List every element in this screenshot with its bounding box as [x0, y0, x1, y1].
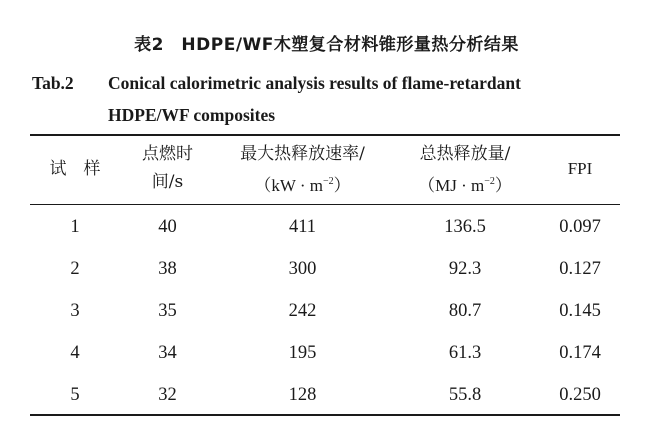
table-number: Tab.2	[32, 73, 74, 93]
cell-tti: 40	[158, 217, 177, 237]
cell-phrr: 242	[288, 301, 317, 321]
cell-fpi: 0.127	[559, 259, 601, 279]
table-top-rule	[30, 134, 620, 136]
cell-tti: 38	[158, 259, 177, 279]
cell-tti: 32	[158, 385, 177, 405]
cell-phrr: 128	[288, 385, 317, 405]
cell-fpi: 0.250	[559, 385, 601, 405]
table-row	[30, 374, 620, 416]
cell-phrr: 195	[288, 343, 317, 363]
header-total-heat-release: 总热释放量/ $(MJ \cdot m^{-2})$	[390, 140, 540, 200]
cell-sample: 3	[70, 301, 80, 321]
table-row	[30, 248, 620, 290]
thr-unit: $(MJ \cdot m^{-2})$	[418, 176, 512, 195]
cell-phrr: 300	[288, 259, 317, 279]
cell-sample: 5	[70, 385, 80, 405]
cell-sample: 1	[70, 217, 80, 237]
table-row	[30, 206, 620, 248]
table-row	[30, 290, 620, 332]
cell-tti: 34	[158, 343, 177, 363]
cell-fpi: 0.145	[559, 301, 601, 321]
cell-thr: 80.7	[448, 301, 482, 321]
cell-phrr: 411	[288, 217, 317, 237]
table-bottom-rule	[30, 414, 620, 416]
caption-line-2: HDPE/WF composites	[108, 105, 276, 125]
cell-thr: 55.8	[448, 385, 482, 405]
cell-fpi: 0.174	[559, 343, 601, 363]
header-fpi: FPI	[567, 159, 593, 178]
table-caption-chinese: 表2 HDPE/WF木塑复合材料锥形量热分析结果	[134, 35, 519, 55]
header-ignition-time: 点燃时 间/s	[142, 144, 193, 192]
cell-fpi: 0.097	[559, 217, 601, 237]
cell-sample: 4	[70, 343, 80, 363]
cell-thr: 92.3	[448, 259, 482, 279]
cell-tti: 35	[158, 301, 177, 321]
cell-sample: 2	[70, 259, 80, 279]
header-sample: 试 样	[49, 159, 101, 179]
cell-thr: 61.3	[448, 343, 482, 363]
header-peak-heat-release-rate: 最大热释放速率/ $(kW \cdot m^{-2})$	[215, 140, 390, 200]
table-header-rule	[30, 204, 620, 205]
phrr-unit: $(kW \cdot m^{-2})$	[254, 176, 351, 195]
cell-thr: 136.5	[444, 217, 486, 237]
caption-line-1: Conical calorimetric analysis results of flame-retardant	[108, 73, 521, 93]
table-row	[30, 332, 620, 374]
